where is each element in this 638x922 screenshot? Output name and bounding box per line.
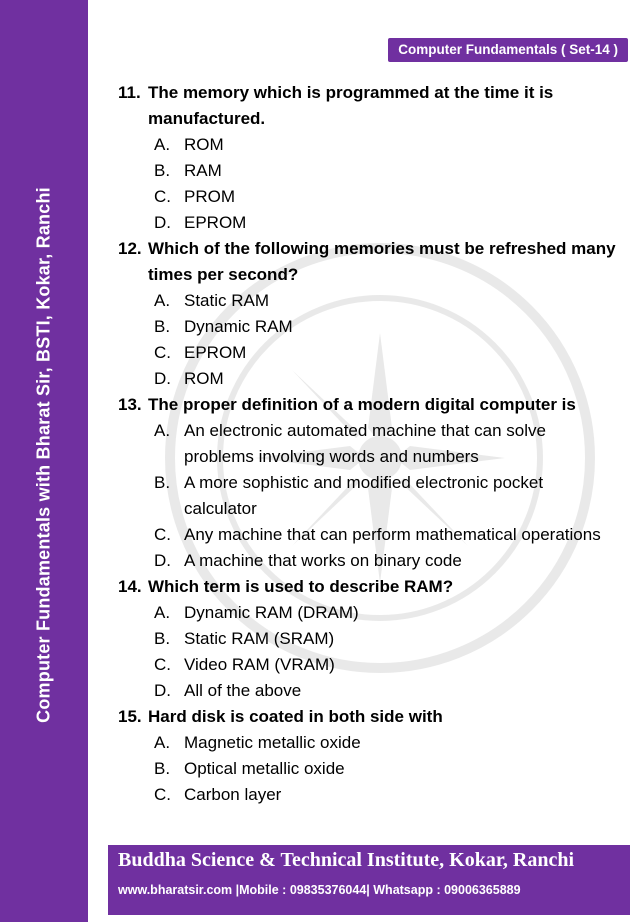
question-14 [118, 574, 618, 704]
question-number: 13. [118, 395, 142, 414]
option-a [154, 600, 618, 626]
option-a [154, 730, 618, 756]
option-text: A more sophistic and modified electronic pocket calculator [184, 473, 544, 518]
option-c [154, 340, 618, 366]
institute-name: Buddha Science & Technical Institute, Kokar, Ranchi [118, 849, 575, 871]
option-letter: D. [154, 369, 171, 388]
sidebar-title: Computer Fundamentals with Bharat Sir, BSTI, Kokar, Ranchi [33, 187, 54, 723]
question-prompt: The proper definition of a modern digital computer is [148, 395, 576, 414]
option-letter: B. [154, 161, 171, 180]
question-text [118, 704, 618, 730]
question-text [118, 80, 618, 132]
question-13 [118, 392, 618, 574]
option-b [154, 314, 618, 340]
option-letter: D. [154, 551, 171, 570]
set-badge: Computer Fundamentals ( Set-14 ) [388, 38, 628, 62]
option-b [154, 626, 618, 652]
question-12 [118, 236, 618, 392]
option-letter: A. [154, 135, 171, 154]
question-list [118, 80, 618, 808]
question-number: 12. [118, 239, 142, 258]
option-d [154, 210, 618, 236]
option-letter: B. [154, 317, 171, 336]
question-15 [118, 704, 618, 808]
option-c [154, 184, 618, 210]
option-text: All of the above [184, 681, 302, 700]
option-text: Static RAM (SRAM) [184, 629, 335, 648]
option-letter: A. [154, 603, 171, 622]
option-text: Dynamic RAM [184, 317, 293, 336]
option-letter: C. [154, 187, 171, 206]
option-text: A machine that works on binary code [184, 551, 462, 570]
option-c [154, 782, 618, 808]
option-letter: C. [154, 655, 171, 674]
option-c [154, 522, 618, 548]
option-text: Optical metallic oxide [184, 759, 345, 778]
option-text: Video RAM (VRAM) [184, 655, 335, 674]
question-text [118, 574, 618, 600]
question-prompt: The memory which is programmed at the time it is manufactured. [148, 83, 554, 128]
option-a [154, 132, 618, 158]
option-letter: C. [154, 343, 171, 362]
option-letter: C. [154, 525, 171, 544]
option-text: Static RAM [184, 291, 270, 310]
option-text: EPROM [184, 213, 247, 232]
question-prompt: Hard disk is coated in both side with [148, 707, 443, 726]
option-text: Magnetic metallic oxide [184, 733, 361, 752]
option-d [154, 678, 618, 704]
option-text: ROM [184, 369, 224, 388]
option-a [154, 288, 618, 314]
option-b [154, 158, 618, 184]
question-text [118, 392, 618, 418]
option-c [154, 652, 618, 678]
option-letter: C. [154, 785, 171, 804]
institute-footer [108, 845, 630, 915]
option-b [154, 756, 618, 782]
question-number: 11. [118, 83, 141, 102]
option-letter: A. [154, 291, 171, 310]
option-letter: D. [154, 681, 171, 700]
question-prompt: Which of the following memories must be refreshed many times per second? [148, 239, 616, 284]
option-d [154, 366, 618, 392]
question-number: 15. [118, 707, 142, 726]
option-d [154, 548, 618, 574]
option-letter: A. [154, 421, 171, 440]
sidebar-banner [0, 0, 88, 922]
option-letter: B. [154, 629, 171, 648]
option-text: An electronic automated machine that can solve problems involving words and numbers [184, 421, 546, 466]
option-text: ROM [184, 135, 224, 154]
option-text: EPROM [184, 343, 247, 362]
option-letter: B. [154, 473, 171, 492]
option-text: Any machine that can perform mathematical operations [184, 525, 601, 544]
option-text: RAM [184, 161, 222, 180]
question-prompt: Which term is used to describe RAM? [148, 577, 454, 596]
option-text: Carbon layer [184, 785, 282, 804]
option-b [154, 470, 618, 522]
option-letter: D. [154, 213, 171, 232]
question-text [118, 236, 618, 288]
question-11 [118, 80, 618, 236]
contact-line: www.bharatsir.com |Mobile : 09835376044| Whatsapp : 09006365889 [118, 883, 521, 897]
option-letter: B. [154, 759, 171, 778]
question-number: 14. [118, 577, 142, 596]
option-text: Dynamic RAM (DRAM) [184, 603, 359, 622]
option-letter: A. [154, 733, 171, 752]
option-text: PROM [184, 187, 235, 206]
option-a [154, 418, 618, 470]
